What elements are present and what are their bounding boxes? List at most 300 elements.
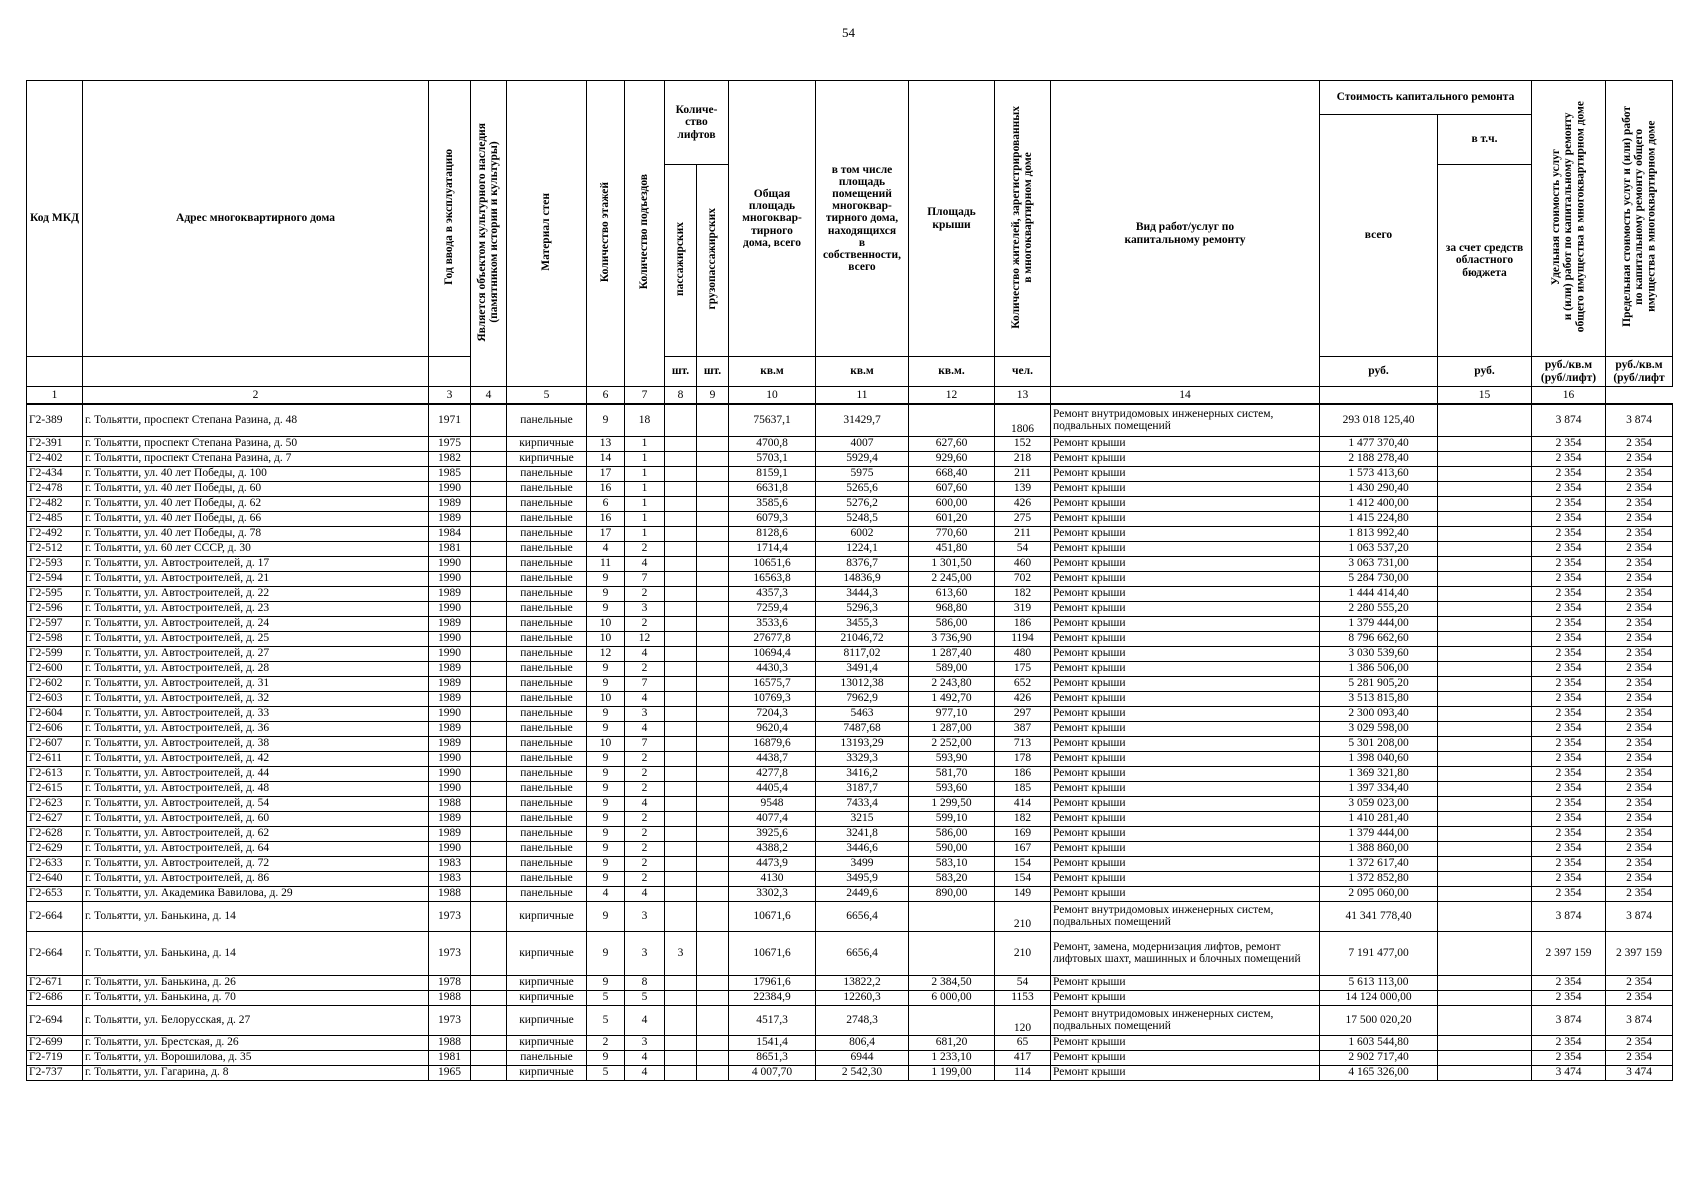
cell-year: 1983: [429, 871, 471, 886]
cell-cost-regional: [1438, 646, 1532, 661]
cell-area-total: 4357,3: [729, 586, 816, 601]
cell-year: 1990: [429, 601, 471, 616]
cell-cost-total: 293 018 125,40: [1320, 404, 1438, 436]
cell-area-owned: 5248,5: [816, 511, 909, 526]
cell-work-type: Ремонт крыши: [1051, 796, 1320, 811]
cell-area-total: 1541,4: [729, 1035, 816, 1050]
cell-floors: 9: [587, 404, 625, 436]
cell-residents: 182: [995, 811, 1051, 826]
cell-work-type: Ремонт крыши: [1051, 436, 1320, 451]
header-code: Код МКД: [27, 81, 83, 357]
cell-entrances: 4: [625, 796, 665, 811]
cell-area-total: 10769,3: [729, 691, 816, 706]
cell-area-owned: 12260,3: [816, 990, 909, 1005]
cell-year: 1982: [429, 451, 471, 466]
cell-lifts-cargo: [697, 676, 729, 691]
cell-area-owned: 6944: [816, 1050, 909, 1065]
table-row: [27, 466, 1673, 481]
cell-wall-material: панельные: [507, 781, 587, 796]
cell-area-total: 4405,4: [729, 781, 816, 796]
cell-address: г. Тольятти, ул. Гагарина, д. 8: [83, 1065, 429, 1080]
cell-code: Г2-629: [27, 841, 83, 856]
unit-address: [83, 357, 429, 387]
cell-cost-total: 2 300 093,40: [1320, 706, 1438, 721]
table-row: [27, 631, 1673, 646]
cell-area-owned: 3446,6: [816, 841, 909, 856]
column-number: 5: [507, 387, 587, 405]
cell-floors: 9: [587, 841, 625, 856]
cell-heritage: [471, 646, 507, 661]
cell-work-type: Ремонт внутридомовых инженерных систем, подвальных помещений: [1051, 901, 1320, 931]
header-floors: Количество этажей: [587, 81, 625, 387]
cell-code: Г2-613: [27, 766, 83, 781]
cell-cost-regional: [1438, 1050, 1532, 1065]
cell-year: 1990: [429, 751, 471, 766]
cell-unit-cost: 3 874: [1532, 404, 1606, 436]
cell-lifts-passenger: [665, 781, 697, 796]
cell-code: Г2-671: [27, 975, 83, 990]
cell-entrances: 2: [625, 811, 665, 826]
cell-heritage: [471, 586, 507, 601]
cell-code: Г2-607: [27, 736, 83, 751]
cell-heritage: [471, 541, 507, 556]
header-cost-regional: за счет средств областного бюджета: [1438, 165, 1532, 357]
cell-lifts-cargo: [697, 975, 729, 990]
cell-area-total: 10671,6: [729, 931, 816, 975]
cell-work-type: Ремонт крыши: [1051, 811, 1320, 826]
cell-area-total: 6631,8: [729, 481, 816, 496]
cell-work-type: Ремонт крыши: [1051, 886, 1320, 901]
cell-max-cost: 2 397 159: [1606, 931, 1673, 975]
cell-area-total: 7259,4: [729, 601, 816, 616]
cell-heritage: [471, 856, 507, 871]
cell-heritage: [471, 691, 507, 706]
cell-residents: 652: [995, 676, 1051, 691]
cell-lifts-passenger: [665, 631, 697, 646]
cell-code: Г2-402: [27, 451, 83, 466]
table-row: [27, 436, 1673, 451]
cell-unit-cost: 2 354: [1532, 661, 1606, 676]
cell-roof-area: 2 384,50: [909, 975, 995, 990]
cell-max-cost: 2 354: [1606, 616, 1673, 631]
cell-code: Г2-599: [27, 646, 83, 661]
cell-cost-regional: [1438, 601, 1532, 616]
cell-work-type: Ремонт внутридомовых инженерных систем, подвальных помещений: [1051, 1005, 1320, 1035]
cell-cost-regional: [1438, 871, 1532, 886]
cell-max-cost: 2 354: [1606, 661, 1673, 676]
table-row: [27, 871, 1673, 886]
cell-entrances: 12: [625, 631, 665, 646]
cell-entrances: 2: [625, 616, 665, 631]
cell-address: г. Тольятти, ул. Автостроителей, д. 60: [83, 811, 429, 826]
cell-lifts-passenger: [665, 706, 697, 721]
cell-unit-cost: 2 354: [1532, 586, 1606, 601]
cell-residents: 149: [995, 886, 1051, 901]
column-number: 13: [995, 387, 1051, 405]
header-address: Адрес многоквартирного дома: [83, 81, 429, 357]
column-number: 14: [1051, 387, 1320, 405]
cell-lifts-cargo: [697, 571, 729, 586]
cell-max-cost: 2 354: [1606, 811, 1673, 826]
table-row: [27, 990, 1673, 1005]
cell-work-type: Ремонт крыши: [1051, 661, 1320, 676]
cell-code: Г2-600: [27, 661, 83, 676]
cell-year: 1990: [429, 481, 471, 496]
cell-unit-cost: 2 354: [1532, 1050, 1606, 1065]
cell-cost-total: 2 902 717,40: [1320, 1050, 1438, 1065]
cell-floors: 9: [587, 661, 625, 676]
cell-floors: 9: [587, 975, 625, 990]
column-number: 11: [816, 387, 909, 405]
table-body: [27, 404, 1673, 1080]
cell-entrances: 4: [625, 886, 665, 901]
cell-wall-material: панельные: [507, 841, 587, 856]
cell-area-owned: 5463: [816, 706, 909, 721]
cell-area-owned: 6656,4: [816, 901, 909, 931]
cell-area-owned: 6002: [816, 526, 909, 541]
cell-year: 1989: [429, 511, 471, 526]
cell-lifts-passenger: [665, 871, 697, 886]
cell-wall-material: панельные: [507, 766, 587, 781]
table-row: [27, 706, 1673, 721]
cell-lifts-cargo: [697, 646, 729, 661]
cell-lifts-passenger: [665, 571, 697, 586]
cell-unit-cost: 3 874: [1532, 901, 1606, 931]
cell-lifts-cargo: [697, 931, 729, 975]
cell-max-cost: 2 354: [1606, 481, 1673, 496]
cell-entrances: 1: [625, 466, 665, 481]
cell-work-type: Ремонт крыши: [1051, 541, 1320, 556]
cell-wall-material: панельные: [507, 541, 587, 556]
cell-entrances: 18: [625, 404, 665, 436]
unit-unit-cost: руб./кв.м (руб/лифт): [1532, 357, 1606, 387]
cell-cost-total: 1 412 400,00: [1320, 496, 1438, 511]
cell-entrances: 1: [625, 496, 665, 511]
cell-area-total: 22384,9: [729, 990, 816, 1005]
cell-max-cost: 2 354: [1606, 706, 1673, 721]
cell-floors: 16: [587, 511, 625, 526]
cell-cost-regional: [1438, 404, 1532, 436]
cell-cost-total: 1 398 040,60: [1320, 751, 1438, 766]
cell-floors: 9: [587, 871, 625, 886]
cell-work-type: Ремонт крыши: [1051, 781, 1320, 796]
cell-wall-material: панельные: [507, 631, 587, 646]
cell-heritage: [471, 826, 507, 841]
cell-unit-cost: 2 354: [1532, 496, 1606, 511]
cell-max-cost: 2 354: [1606, 826, 1673, 841]
cell-work-type: Ремонт крыши: [1051, 766, 1320, 781]
cell-work-type: Ремонт крыши: [1051, 826, 1320, 841]
cell-floors: 9: [587, 1050, 625, 1065]
cell-cost-total: 3 063 731,00: [1320, 556, 1438, 571]
cell-lifts-passenger: [665, 451, 697, 466]
cell-heritage: [471, 661, 507, 676]
cell-residents: 218: [995, 451, 1051, 466]
header-lifts-cargo: грузопассажирских: [697, 165, 729, 357]
cell-area-owned: 21046,72: [816, 631, 909, 646]
cell-max-cost: 3 874: [1606, 1005, 1673, 1035]
cell-entrances: 2: [625, 751, 665, 766]
cell-address: г. Тольятти, ул. Автостроителей, д. 17: [83, 556, 429, 571]
cell-area-owned: 5296,3: [816, 601, 909, 616]
cell-area-total: 17961,6: [729, 975, 816, 990]
cell-work-type: Ремонт крыши: [1051, 601, 1320, 616]
cell-cost-regional: [1438, 811, 1532, 826]
cell-lifts-cargo: [697, 556, 729, 571]
cell-heritage: [471, 841, 507, 856]
cell-address: г. Тольятти, ул. Автостроителей, д. 86: [83, 871, 429, 886]
cell-address: г. Тольятти, ул. Белорусская, д. 27: [83, 1005, 429, 1035]
cell-cost-total: 3 030 539,60: [1320, 646, 1438, 661]
header-max-cost: Предельная стоимость услуг и (или) работ по капитальному ремонту общего имущества в многоквартирном доме: [1606, 81, 1673, 357]
cell-lifts-passenger: [665, 691, 697, 706]
cell-cost-total: 5 613 113,00: [1320, 975, 1438, 990]
cell-unit-cost: 2 354: [1532, 676, 1606, 691]
cell-cost-total: 1 813 992,40: [1320, 526, 1438, 541]
cell-address: г. Тольятти, ул. Автостроителей, д. 32: [83, 691, 429, 706]
cell-unit-cost: 2 354: [1532, 886, 1606, 901]
cell-area-total: 4388,2: [729, 841, 816, 856]
cell-unit-cost: 2 354: [1532, 811, 1606, 826]
cell-code: Г2-627: [27, 811, 83, 826]
column-number: 15: [1438, 387, 1532, 405]
cell-year: 1988: [429, 990, 471, 1005]
cell-roof-area: 581,70: [909, 766, 995, 781]
cell-residents: 152: [995, 436, 1051, 451]
cell-area-owned: 6656,4: [816, 931, 909, 975]
cell-cost-total: 1 063 537,20: [1320, 541, 1438, 556]
cell-work-type: Ремонт крыши: [1051, 990, 1320, 1005]
cell-cost-regional: [1438, 1005, 1532, 1035]
cell-lifts-cargo: [697, 511, 729, 526]
cell-area-total: 4430,3: [729, 661, 816, 676]
cell-year: 1990: [429, 766, 471, 781]
cell-unit-cost: 2 354: [1532, 856, 1606, 871]
cell-unit-cost: 2 354: [1532, 736, 1606, 751]
unit-cost-regional: руб.: [1438, 357, 1532, 387]
cell-code: Г2-485: [27, 511, 83, 526]
cell-lifts-passenger: [665, 990, 697, 1005]
cell-lifts-cargo: [697, 541, 729, 556]
cell-unit-cost: 2 354: [1532, 766, 1606, 781]
cell-unit-cost: 2 354: [1532, 451, 1606, 466]
cell-roof-area: 1 492,70: [909, 691, 995, 706]
table-row: [27, 556, 1673, 571]
table-row: [27, 856, 1673, 871]
cell-work-type: Ремонт крыши: [1051, 691, 1320, 706]
cell-wall-material: панельные: [507, 676, 587, 691]
cell-address: г. Тольятти, ул. Автостроителей, д. 22: [83, 586, 429, 601]
column-number: 6: [587, 387, 625, 405]
cell-entrances: 4: [625, 691, 665, 706]
cell-wall-material: кирпичные: [507, 1065, 587, 1080]
cell-roof-area: 1 233,10: [909, 1050, 995, 1065]
cell-lifts-passenger: [665, 676, 697, 691]
cell-floors: 9: [587, 811, 625, 826]
table-row: [27, 1050, 1673, 1065]
cell-entrances: 5: [625, 990, 665, 1005]
cell-lifts-cargo: [697, 736, 729, 751]
cell-residents: 480: [995, 646, 1051, 661]
cell-area-total: 10651,6: [729, 556, 816, 571]
cell-lifts-passenger: [665, 751, 697, 766]
cell-address: г. Тольятти, ул. Автостроителей, д. 62: [83, 826, 429, 841]
cell-entrances: 3: [625, 1035, 665, 1050]
cell-cost-regional: [1438, 826, 1532, 841]
cell-area-total: 4473,9: [729, 856, 816, 871]
cell-cost-regional: [1438, 466, 1532, 481]
cell-address: г. Тольятти, ул. Автостроителей, д. 23: [83, 601, 429, 616]
cell-address: г. Тольятти, ул. Автостроителей, д. 48: [83, 781, 429, 796]
cell-wall-material: панельные: [507, 706, 587, 721]
cell-residents: 460: [995, 556, 1051, 571]
unit-area-total: кв.м: [729, 357, 816, 387]
cell-unit-cost: 2 397 159: [1532, 931, 1606, 975]
cell-area-total: 75637,1: [729, 404, 816, 436]
cell-unit-cost: 2 354: [1532, 990, 1606, 1005]
cell-address: г. Тольятти, ул. 60 лет СССР, д. 30: [83, 541, 429, 556]
cell-address: г. Тольятти, ул. Банькина, д. 14: [83, 931, 429, 975]
cell-heritage: [471, 676, 507, 691]
cell-roof-area: [909, 1005, 995, 1035]
header-area-total: Общая площадь многоквар- тирного дома, всего: [729, 81, 816, 357]
cell-address: г. Тольятти, ул. Автостроителей, д. 33: [83, 706, 429, 721]
cell-lifts-cargo: [697, 436, 729, 451]
cell-heritage: [471, 436, 507, 451]
cell-address: г. Тольятти, ул. Автостроителей, д. 28: [83, 661, 429, 676]
cell-unit-cost: 2 354: [1532, 466, 1606, 481]
cell-lifts-passenger: [665, 721, 697, 736]
cell-year: 1973: [429, 1005, 471, 1035]
cell-work-type: Ремонт крыши: [1051, 736, 1320, 751]
cell-roof-area: 607,60: [909, 481, 995, 496]
cell-lifts-passenger: [665, 1065, 697, 1080]
cell-area-owned: 13012,38: [816, 676, 909, 691]
cell-cost-regional: [1438, 571, 1532, 586]
cell-code: Г2-628: [27, 826, 83, 841]
cell-address: г. Тольятти, ул. 40 лет Победы, д. 66: [83, 511, 429, 526]
cell-residents: 185: [995, 781, 1051, 796]
cell-max-cost: 2 354: [1606, 796, 1673, 811]
cell-cost-total: 8 796 662,60: [1320, 631, 1438, 646]
cell-year: 1989: [429, 616, 471, 631]
cell-lifts-cargo: [697, 616, 729, 631]
cell-max-cost: 2 354: [1606, 766, 1673, 781]
cell-floors: 5: [587, 1005, 625, 1035]
cell-area-total: 4438,7: [729, 751, 816, 766]
cell-work-type: Ремонт крыши: [1051, 631, 1320, 646]
cell-work-type: Ремонт крыши: [1051, 466, 1320, 481]
cell-roof-area: 2 243,80: [909, 676, 995, 691]
cell-lifts-passenger: 3: [665, 931, 697, 975]
cell-cost-regional: [1438, 706, 1532, 721]
cell-area-owned: 806,4: [816, 1035, 909, 1050]
cell-area-owned: 2449,6: [816, 886, 909, 901]
cell-entrances: 1: [625, 436, 665, 451]
cell-roof-area: 583,20: [909, 871, 995, 886]
cell-max-cost: 2 354: [1606, 691, 1673, 706]
cell-area-total: 8651,3: [729, 1050, 816, 1065]
unit-residents: чел.: [995, 357, 1051, 387]
cell-lifts-passenger: [665, 975, 697, 990]
cell-roof-area: 929,60: [909, 451, 995, 466]
cell-heritage: [471, 721, 507, 736]
cell-lifts-cargo: [697, 901, 729, 931]
unit-code: [27, 357, 83, 387]
cell-cost-total: 1 379 444,00: [1320, 616, 1438, 631]
cell-entrances: 2: [625, 661, 665, 676]
cell-lifts-cargo: [697, 586, 729, 601]
cell-max-cost: 2 354: [1606, 556, 1673, 571]
cell-lifts-cargo: [697, 526, 729, 541]
cell-floors: 4: [587, 886, 625, 901]
column-number: 7: [625, 387, 665, 405]
cell-area-owned: 3241,8: [816, 826, 909, 841]
cell-work-type: Ремонт крыши: [1051, 586, 1320, 601]
cell-roof-area: 586,00: [909, 826, 995, 841]
cell-cost-total: 1 369 321,80: [1320, 766, 1438, 781]
cell-cost-total: 2 095 060,00: [1320, 886, 1438, 901]
cell-unit-cost: 2 354: [1532, 616, 1606, 631]
cell-address: г. Тольятти, ул. Автостроителей, д. 44: [83, 766, 429, 781]
cell-code: Г2-719: [27, 1050, 83, 1065]
cell-residents: 210: [995, 931, 1051, 975]
cell-lifts-cargo: [697, 466, 729, 481]
cell-work-type: Ремонт крыши: [1051, 451, 1320, 466]
table-row: [27, 826, 1673, 841]
cell-cost-regional: [1438, 691, 1532, 706]
cell-residents: 1194: [995, 631, 1051, 646]
cell-max-cost: 2 354: [1606, 736, 1673, 751]
cell-lifts-passenger: [665, 586, 697, 601]
cell-roof-area: 2 252,00: [909, 736, 995, 751]
table-row: [27, 526, 1673, 541]
column-number: 9: [697, 387, 729, 405]
cell-area-owned: 3329,3: [816, 751, 909, 766]
cell-lifts-passenger: [665, 1035, 697, 1050]
cell-residents: 139: [995, 481, 1051, 496]
cell-lifts-passenger: [665, 466, 697, 481]
cell-cost-regional: [1438, 886, 1532, 901]
cell-entrances: 4: [625, 1005, 665, 1035]
cell-wall-material: панельные: [507, 661, 587, 676]
cell-area-total: 4077,4: [729, 811, 816, 826]
cell-unit-cost: 2 354: [1532, 841, 1606, 856]
cell-address: г. Тольятти, ул. 40 лет Победы, д. 78: [83, 526, 429, 541]
table-row: [27, 616, 1673, 631]
table-row: [27, 841, 1673, 856]
cell-heritage: [471, 1035, 507, 1050]
cell-code: Г2-623: [27, 796, 83, 811]
cell-entrances: 2: [625, 841, 665, 856]
cell-residents: 169: [995, 826, 1051, 841]
cell-cost-total: 1 430 290,40: [1320, 481, 1438, 496]
cell-residents: 54: [995, 541, 1051, 556]
cell-code: Г2-664: [27, 901, 83, 931]
cell-residents: 114: [995, 1065, 1051, 1080]
cell-residents: 154: [995, 871, 1051, 886]
cell-cost-regional: [1438, 751, 1532, 766]
cell-work-type: Ремонт крыши: [1051, 975, 1320, 990]
cell-code: Г2-604: [27, 706, 83, 721]
cell-area-owned: 7962,9: [816, 691, 909, 706]
cell-year: 1990: [429, 841, 471, 856]
cell-cost-total: 1 372 852,80: [1320, 871, 1438, 886]
cell-wall-material: панельные: [507, 556, 587, 571]
table-row: [27, 481, 1673, 496]
cell-roof-area: 586,00: [909, 616, 995, 631]
cell-unit-cost: 2 354: [1532, 601, 1606, 616]
